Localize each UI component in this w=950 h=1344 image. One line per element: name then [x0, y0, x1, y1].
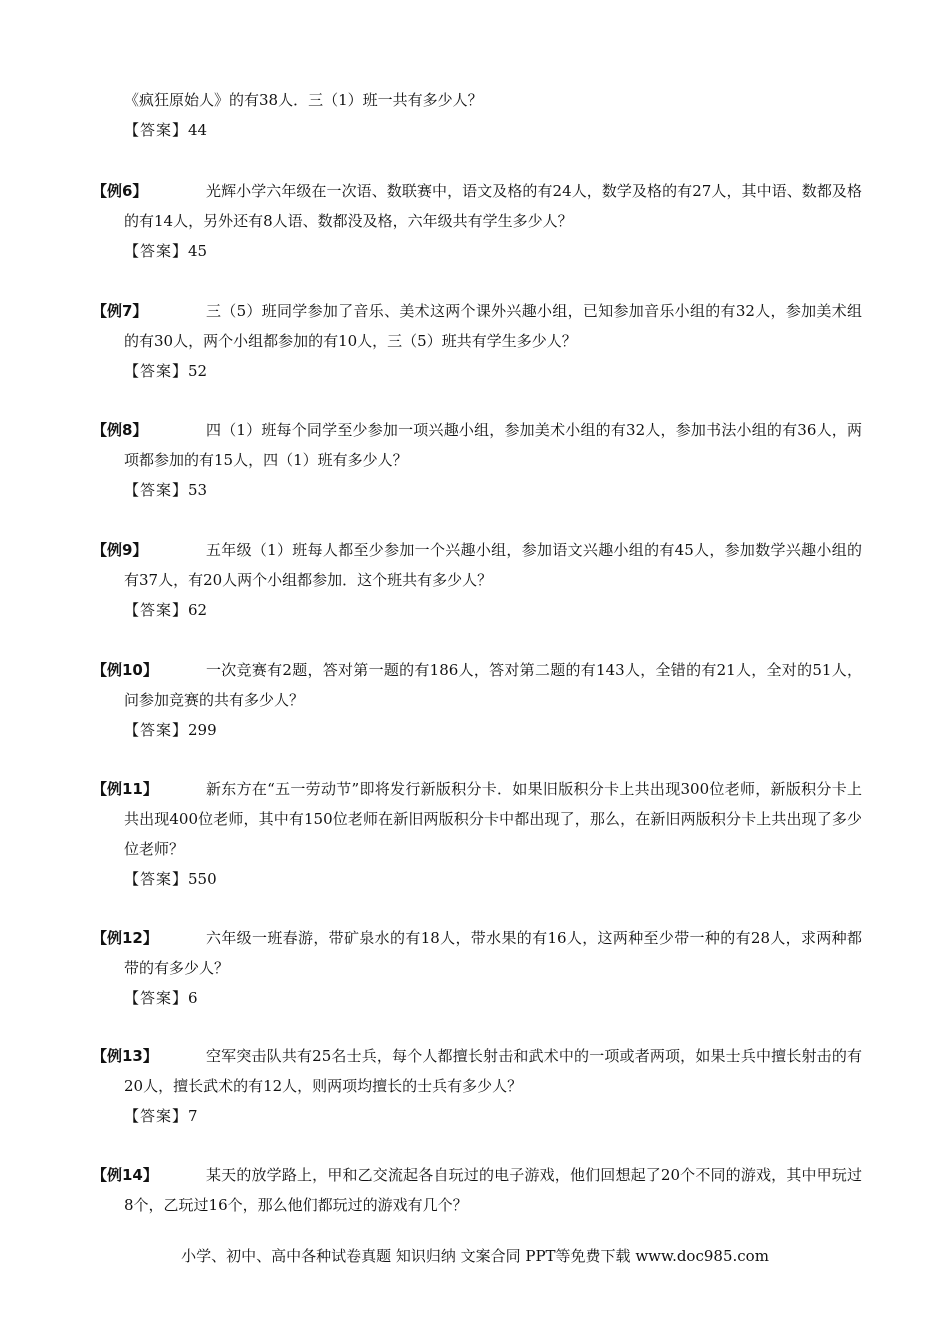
example-6	[92, 176, 862, 266]
answer-value: 52	[188, 362, 208, 380]
example-7	[92, 296, 862, 386]
answer-tag: 【答案】	[124, 870, 189, 888]
answer-tag: 【答案】	[124, 989, 189, 1007]
example-text: 六年级一班春游，带矿泉水的有18人，带水果的有16人，这两种至少带一种的有28人，求两种都带的有多少人？	[124, 929, 862, 977]
answer-tag: 【答案】	[124, 1107, 189, 1125]
example-text: 四（1）班每个同学至少参加一项兴趣小组，参加美术小组的有32人，参加书法小组的有36人，两项都参加的有15人，四（1）班有多少人？	[124, 421, 862, 469]
answer-value: 7	[188, 1107, 198, 1125]
example-label: 【例12】	[92, 929, 158, 947]
answer-value: 62	[188, 601, 208, 619]
example-label: 【例6】	[92, 182, 148, 200]
example-answer	[92, 864, 862, 894]
example-13	[92, 1041, 862, 1131]
example-text: 光辉小学六年级在一次语、数联赛中，语文及格的有24人，数学及格的有27人，其中语、数都及格的有14人，另外还有8人语、数都没及格，六年级共有学生多少人？	[124, 182, 862, 230]
answer-value: 44	[188, 121, 208, 139]
example-10	[92, 655, 862, 745]
example-11	[92, 774, 862, 894]
answer-value: 6	[188, 989, 198, 1007]
example-label: 【例9】	[92, 541, 148, 559]
example-14	[92, 1160, 862, 1220]
example-label: 【例7】	[92, 302, 148, 320]
example-answer	[92, 715, 862, 745]
example-answer	[92, 595, 862, 625]
example-answer	[92, 983, 862, 1013]
example-text: 新东方在“五一劳动节”即将发行新版积分卡．如果旧版积分卡上共出现300位老师，新版积分卡上共出现400位老师，其中有150位老师在新旧两版积分卡中都出现了，那么，在新旧两版积分卡上共出现了多少位老师？	[124, 780, 862, 858]
example-label: 【例14】	[92, 1166, 158, 1184]
example-9	[92, 535, 862, 625]
example-answer	[92, 475, 862, 505]
intro-answer	[92, 115, 862, 145]
answer-tag: 【答案】	[124, 242, 189, 260]
answer-tag: 【答案】	[124, 721, 189, 739]
example-12	[92, 923, 862, 1013]
example-label: 【例8】	[92, 421, 148, 439]
answer-tag: 【答案】	[124, 481, 189, 499]
example-answer	[92, 1101, 862, 1131]
example-text: 空军突击队共有25名士兵，每个人都擅长射击和武术中的一项或者两项，如果士兵中擅长射击的有20人，擅长武术的有12人，则两项均擅长的士兵有多少人？	[124, 1047, 862, 1095]
answer-value: 550	[188, 870, 217, 888]
example-label: 【例11】	[92, 780, 158, 798]
example-label: 【例10】	[92, 661, 158, 679]
example-text: 三（5）班同学参加了音乐、美术这两个课外兴趣小组，已知参加音乐小组的有32人，参加美术组的有30人，两个小组都参加的有10人，三（5）班共有学生多少人？	[124, 302, 862, 350]
example-text: 五年级（1）班每人都至少参加一个兴趣小组，参加语文兴趣小组的有45人，参加数学兴趣小组的有37人，有20人两个小组都参加．这个班共有多少人？	[124, 541, 862, 589]
answer-value: 45	[188, 242, 208, 260]
example-answer	[92, 356, 862, 386]
answer-tag: 【答案】	[124, 601, 189, 619]
example-8	[92, 415, 862, 505]
answer-tag: 【答案】	[124, 121, 189, 139]
page-footer: 小学、初中、高中各种试卷真题 知识归纳 文案合同 PPT等免费下载 www.doc985.com	[181, 1247, 769, 1265]
answer-tag: 【答案】	[124, 362, 189, 380]
example-text: 某天的放学路上，甲和乙交流起各自玩过的电子游戏，他们回想起了20个不同的游戏，其中甲玩过8个，乙玩过16个，那么他们都玩过的游戏有几个？	[124, 1166, 862, 1214]
answer-value: 299	[188, 721, 217, 739]
answer-value: 53	[188, 481, 208, 499]
example-answer	[92, 236, 862, 266]
example-text: 一次竞赛有2题，答对第一题的有186人，答对第二题的有143人，全错的有21人，全对的51人，问参加竞赛的共有多少人？	[124, 661, 862, 709]
intro-block	[92, 85, 862, 145]
example-label: 【例13】	[92, 1047, 158, 1065]
intro-continuation: 《疯狂原始人》的有38人．三（1）班一共有多少人？	[124, 91, 483, 109]
